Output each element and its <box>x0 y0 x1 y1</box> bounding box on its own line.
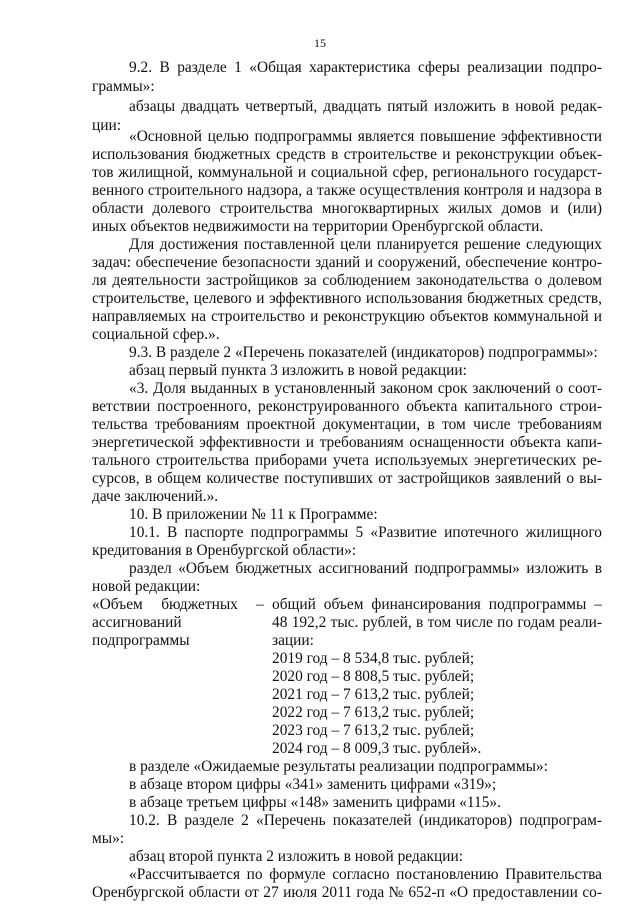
budget-value-line: общий объем финансирования подпрограммы – <box>272 596 602 613</box>
text-line: мы»: <box>92 830 125 847</box>
budget-year-line: 2020 год – 8 808,5 тыс. рублей; <box>272 668 475 685</box>
text-line: кредитования в Оренбургской области»: <box>92 542 357 559</box>
text-line: «Основной целью подпрограммы является повышение эффективности <box>129 128 602 145</box>
budget-label-line: «Объем бюджетных – <box>92 596 264 613</box>
text-line: ля деятельности застройщиков за соблюдением законодательства о долевом <box>92 272 602 289</box>
text-line: в абзаце втором цифры «341» заменить цифрами «319»; <box>129 776 497 793</box>
text-line: в абзаце третьем цифры «148» заменить цифрами «115». <box>129 794 501 811</box>
text-line: 10.2. В разделе 2 «Перечень показателей (индикаторов) подпрограм- <box>129 812 602 829</box>
text-line: Оренбургской области от 27 июля 2011 года № 652-п «О предоставлении со- <box>92 884 602 901</box>
text-line: абзац первый пункта 3 изложить в новой редакции: <box>129 362 467 379</box>
budget-value-line: 48 192,2 тыс. рублей, в том числе по годам реали- <box>272 614 602 631</box>
text-line: области долевого строительства многоквартирных жилых домов и (или) <box>92 200 602 217</box>
text-line: строительстве, целевого и эффективного использования бюджетных средств, <box>92 290 602 307</box>
text-line: тельства требованиям проектной документации, в том числе требованиям <box>92 416 602 433</box>
text-line: 9.3. В разделе 2 «Перечень показателей (индикаторов) подпрограммы»: <box>129 344 598 361</box>
text-line: граммы»: <box>92 78 155 95</box>
text-line: иных объектов недвижимости на территории Оренбургской области. <box>92 218 544 235</box>
text-line: задач: обеспечение безопасности зданий и сооружений, обеспечение контро- <box>92 254 602 271</box>
text-line: ции: <box>92 117 121 134</box>
page-number: 15 <box>314 36 326 50</box>
text-line: даче заключений.». <box>92 488 219 505</box>
budget-year-line: 2021 год – 7 613,2 тыс. рублей; <box>272 686 475 703</box>
text-line: сурсов, в общем количестве поступивших от застройщиков заявлений о вы- <box>92 470 602 487</box>
text-line: энергетической эффективности и требованиям оснащенности объекта капи- <box>92 434 602 451</box>
text-line: ветствии построенного, реконструированного объекта капитального строи- <box>92 398 602 415</box>
text-line: Для достижения поставленной цели планируется решение следующих <box>129 236 602 253</box>
text-line: раздел «Объем бюджетных ассигнований подпрограммы» изложить в <box>129 560 602 577</box>
text-line: социальной сфер.». <box>92 326 220 343</box>
budget-value-line: зации: <box>272 632 314 649</box>
budget-year-line: 2022 год – 7 613,2 тыс. рублей; <box>272 704 475 721</box>
budget-year-line: 2024 год – 8 009,3 тыс. рублей». <box>272 740 482 757</box>
text-line: 10. В приложении № 11 к Программе: <box>129 506 378 523</box>
text-line: 10.1. В паспорте подпрограммы 5 «Развитие ипотечного жилищного <box>129 524 602 541</box>
text-line: абзацы двадцать четвертый, двадцать пятый изложить в новой редак- <box>129 98 602 115</box>
text-line: 9.2. В разделе 1 «Общая характеристика сферы реализации подпро- <box>129 59 602 76</box>
text-line: в разделе «Ожидаемые результаты реализации подпрограммы»: <box>129 758 548 775</box>
text-line: тального строительства приборами учета используемых энергетических ре- <box>92 452 602 469</box>
text-line: направляемых на строительство и реконструкцию объектов коммунальной и <box>92 308 602 325</box>
text-line: «Рассчитывается по формуле согласно постановлению Правительства <box>129 866 602 883</box>
text-line: использования бюджетных средств в строительстве и реконструкции объек- <box>92 146 602 163</box>
text-line: абзац второй пункта 2 изложить в новой редакции: <box>129 848 464 865</box>
budget-label-line: ассигнований <box>92 614 182 631</box>
text-line: тов жилищной, коммунальной и социальной сфер, регионального государст- <box>92 164 602 181</box>
budget-year-line: 2019 год – 8 534,8 тыс. рублей; <box>272 650 475 667</box>
text-line: венного строительного надзора, а также осуществления контроля и надзора в <box>92 182 602 199</box>
budget-label-line: подпрограммы <box>92 632 190 649</box>
budget-year-line: 2023 год – 7 613,2 тыс. рублей; <box>272 722 475 739</box>
text-line: новой редакции: <box>92 578 201 595</box>
text-line: «3. Доля выданных в установленный законом срок заключений о соот- <box>129 380 602 397</box>
